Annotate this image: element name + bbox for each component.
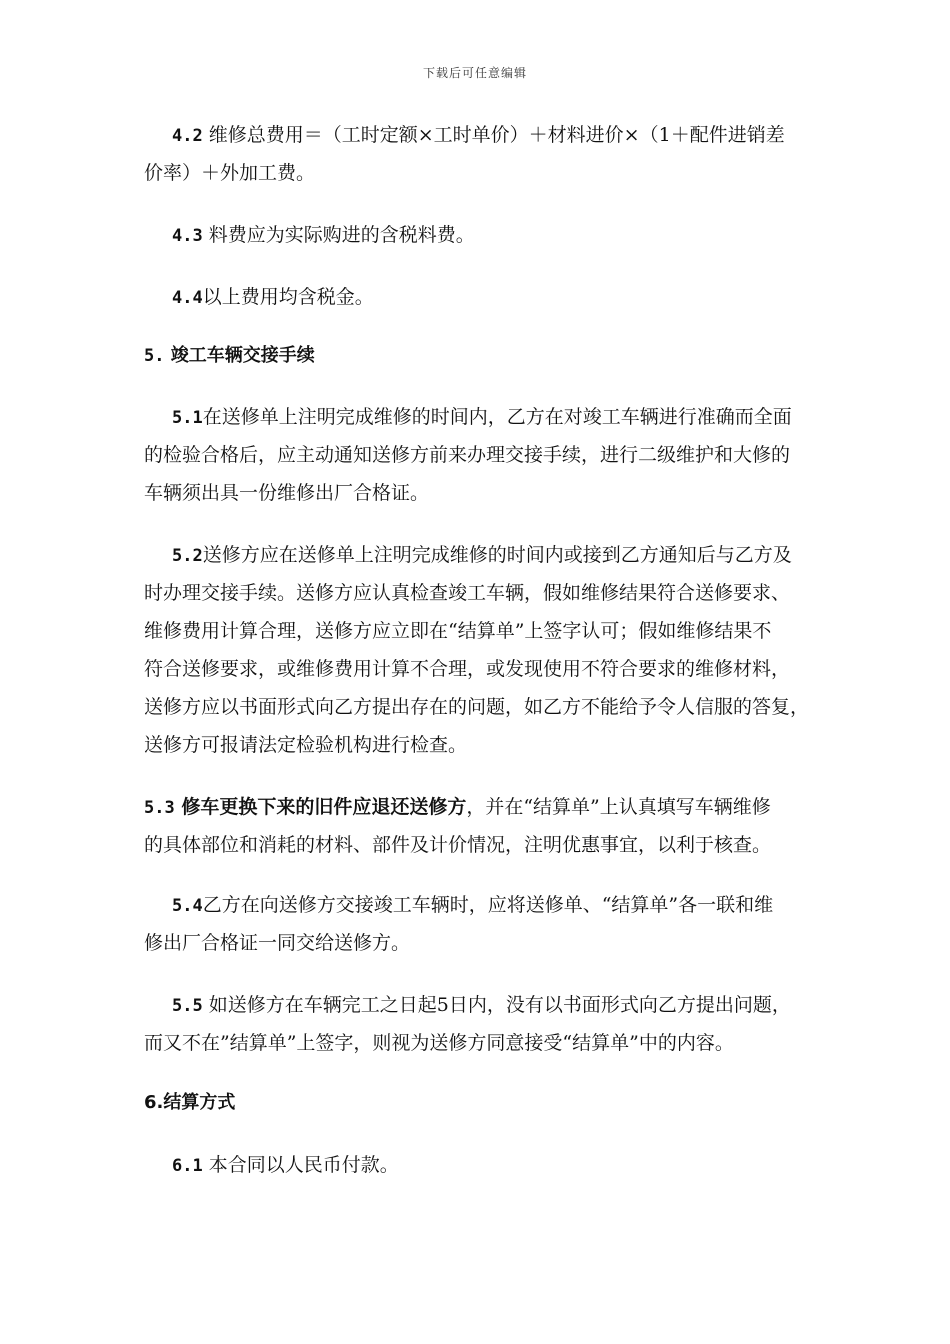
clause-5-2-line-2: 时办理交接手续。送修方应认真检查竣工车辆，假如维修结果符合送修要求、 xyxy=(144,582,791,604)
clause-number: 5.2 xyxy=(172,546,203,566)
clause-number: 5.1 xyxy=(172,408,203,428)
clause-5-5-line-2: 而又不在”结算单”上签字，则视为送修方同意接受“结算单”中的内容。 xyxy=(144,1032,734,1054)
clause-5-2-line-1 xyxy=(172,544,792,567)
clause-text: 本合同以人民币付款。 xyxy=(202,1154,399,1176)
clause-number: 5.4 xyxy=(172,896,203,916)
clause-5-1-line-1 xyxy=(172,406,792,429)
clause-text: 送修方应在送修单上注明完成维修的时间内或接到乙方通知后与乙方及 xyxy=(202,544,792,566)
clause-5-3-line-1 xyxy=(144,796,771,819)
clause-4-3 xyxy=(172,224,475,247)
clause-5-1-line-3: 车辆须出具一份维修出厂合格证。 xyxy=(144,482,430,504)
clause-number: 4.4 xyxy=(172,288,203,308)
clause-bold-text: 修车更换下来的旧件应退还送修方 xyxy=(174,796,467,818)
clause-text: ，并在“结算单”上认真填写车辆维修 xyxy=(466,796,771,818)
clause-5-2-line-4: 符合送修要求，或维修费用计算不合理，或发现使用不符合要求的维修材料， xyxy=(144,658,791,680)
clause-text: 在送修单上注明完成维修的时间内，乙方在对竣工车辆进行准确而全面 xyxy=(202,406,792,428)
clause-4-4 xyxy=(172,286,374,309)
clause-text: 料费应为实际购进的含税料费。 xyxy=(202,224,475,246)
clause-5-3-line-2: 的具体部位和消耗的材料、部件及计价情况，注明优惠事宜，以利于核查。 xyxy=(144,834,772,856)
section-title: 竣工车辆交接手续 xyxy=(164,345,315,366)
clause-text: 以上费用均含税金。 xyxy=(202,286,374,308)
clause-4-2-line-1 xyxy=(172,124,785,147)
clause-5-2-line-6: 送修方可报请法定检验机构进行检查。 xyxy=(144,734,468,756)
section-5-heading xyxy=(144,345,315,367)
clause-text: 维修总费用＝（工时定额×工时单价）＋材料进价×（1＋配件进销差 xyxy=(202,124,785,146)
clause-5-1-line-2: 的检验合格后，应主动通知送修方前来办理交接手续，进行二级维护和大修的 xyxy=(144,444,791,466)
clause-number: 4.2 xyxy=(172,126,203,146)
clause-6-1 xyxy=(172,1154,399,1177)
clause-number: 4.3 xyxy=(172,226,203,246)
clause-text: 乙方在向送修方交接竣工车辆时，应将送修单、“结算单”各一联和维 xyxy=(202,894,774,916)
clause-5-5-line-1 xyxy=(172,994,791,1017)
clause-5-4-line-1 xyxy=(172,894,773,917)
section-6-heading: 6.结算方式 xyxy=(144,1092,236,1113)
clause-number: 6.1 xyxy=(172,1156,203,1176)
section-number: 5. xyxy=(144,346,165,366)
page-header: 下载后可任意编辑 xyxy=(422,66,527,80)
clause-5-2-line-5: 送修方应以书面形式向乙方提出存在的问题，如乙方不能给予令人信服的答复， xyxy=(144,696,810,718)
clause-5-4-line-2: 修出厂合格证一同交给送修方。 xyxy=(144,932,411,954)
clause-5-2-line-3: 维修费用计算合理，送修方应立即在“结算单”上签字认可；假如维修结果不 xyxy=(144,620,772,642)
clause-number: 5.5 xyxy=(172,996,203,1016)
clause-number: 5.3 xyxy=(144,798,175,818)
clause-text: 如送修方在车辆完工之日起5日内，没有以书面形式向乙方提出问题， xyxy=(202,994,791,1016)
clause-4-2-line-2: 价率）＋外加工费。 xyxy=(144,162,316,184)
